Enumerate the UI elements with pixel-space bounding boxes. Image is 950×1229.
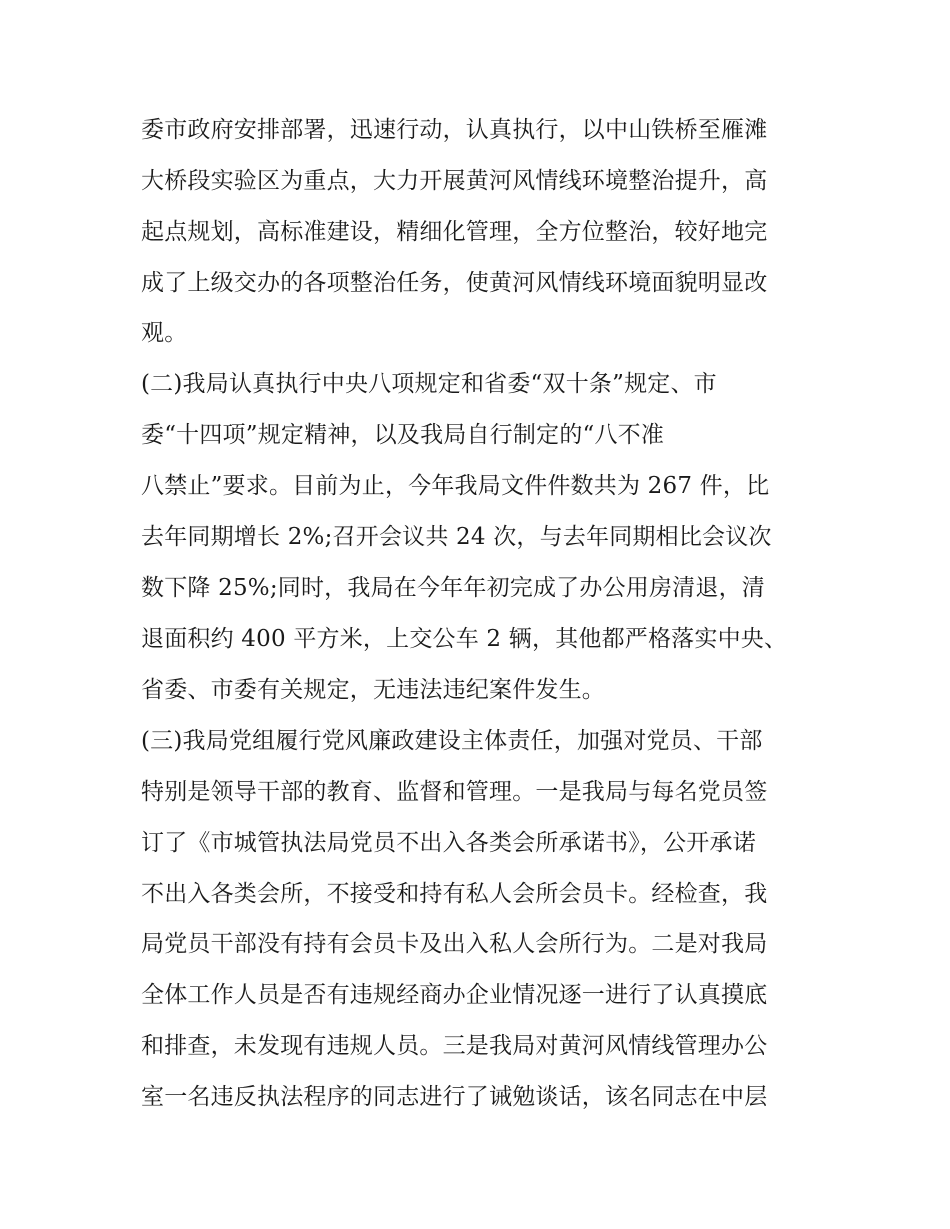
text-line: 八禁止”要求。目前为止，今年我局文件件数共为 267 件，比	[141, 473, 770, 499]
text-line: 委市政府安排部署，迅速行动，认真执行，以中山铁桥至雁滩	[141, 117, 768, 143]
text-line: 退面积约 400 平方米，上交公车 2 辆，其他都严格落实中央、	[141, 626, 788, 652]
text-line: 起点规划，高标准建设，精细化管理，全方位整治，较好地完	[141, 219, 768, 245]
text-line: 数下降 25%;同时，我局在今年年初完成了办公用房清退，清	[141, 575, 765, 601]
text-line: 省委、市委有关规定，无违法违纪案件发生。	[141, 677, 605, 703]
text-line: 室一名违反执法程序的同志进行了诫勉谈话，该名同志在中层	[141, 1084, 768, 1110]
text-line: 成了上级交办的各项整治任务，使黄河风情线环境面貌明显改	[141, 270, 768, 296]
text-line: 去年同期增长 2%;召开会议共 24 次，与去年同期相比会议次	[141, 524, 772, 550]
text-line: 特别是领导干部的教育、监督和管理。一是我局与每名党员签	[141, 779, 768, 805]
text-line: 局党员干部没有持有会员卡及出入私人会所行为。二是对我局	[141, 931, 768, 957]
text-line: (二)我局认真执行中央八项规定和省委“双十条”规定、市	[141, 371, 717, 397]
text-line: 不出入各类会所，不接受和持有私人会所会员卡。经检查，我	[141, 881, 768, 907]
text-line: 和排查，未发现有违规人员。三是我局对黄河风情线管理办公	[141, 1033, 768, 1059]
text-line: 订了《市城管执法局党员不出入各类会所承诺书》，公开承诺	[141, 830, 756, 856]
text-line: 大桥段实验区为重点，大力开展黄河风情线环境整治提升，高	[141, 168, 768, 194]
text-line: 委“十四项”规定精神，以及我局自行制定的“八不准	[141, 422, 665, 448]
text-line: (三)我局党组履行党风廉政建设主体责任，加强对党员、干部	[141, 728, 763, 754]
text-line: 观。	[141, 320, 188, 346]
text-line: 全体工作人员是否有违规经商办企业情况逐一进行了认真摸底	[141, 982, 768, 1008]
